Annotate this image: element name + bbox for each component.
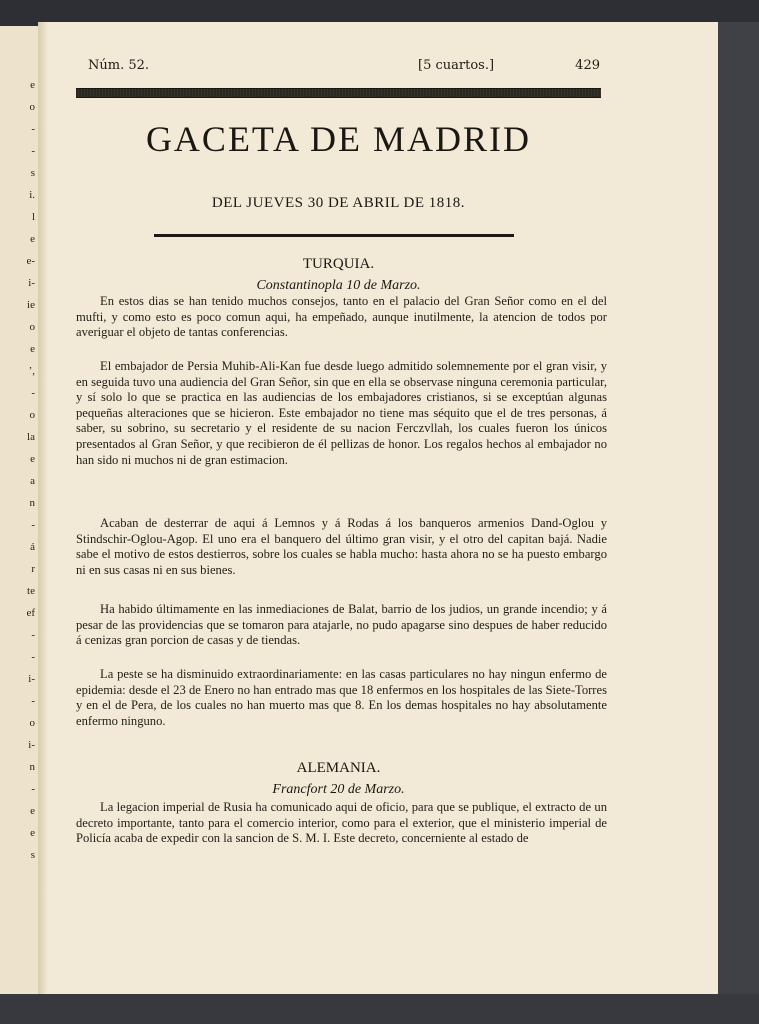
left-page-fragment: o [29,101,35,113]
left-page-fragment: e [30,79,35,91]
left-page-fragment: i. [29,189,35,201]
left-page-fragment: o [29,409,35,421]
page-gutter [38,22,48,994]
left-page-fragment: l [31,211,35,223]
previous-page-edge [0,26,39,998]
date-rule [154,234,514,237]
left-page-fragment: ’, [28,365,35,377]
left-page-fragment: s [30,167,35,179]
price: [5 cuartos.] [418,58,495,73]
left-page-fragment: n [29,497,35,509]
article-paragraph: La legacion imperial de Rusia ha comunicado aqui de oficio, para que se publique, el extracto de un decreto importante, tanto para el comercio interior, como para el exterior, que el ministerio imperial de Policía acaba de expedir con la sancion de S. M. I. Este decreto, concerniente al estado de [76,800,607,846]
page-number: 429 [575,58,600,73]
left-page-fragment: a [30,475,35,487]
left-page-fragment: á [30,541,35,553]
issue-date: DEL JUEVES 30 DE ABRIL DE 1818. [211,195,466,211]
background-bottom [0,994,759,1024]
article-paragraph: El embajador de Persia Muhib-Ali-Kan fue desde luego admitido solemnemente por el gran visir, y en seguida tuvo una audiencia del Gran Señor, sin que en ella se observase ninguna ceremonia particular, y sí solo lo que se practica en las audiencias de los embajadores cristianos, si se exceptúan algunas pequeñas alteraciones que se hicieron. Este embajador no tiene mas séquito que el de tres personas, á saber, su sobrino, su secretario y el residente de su nacion Ferczvllah, los cuales fueron los únicos presentados al Gran Señor, y que recibieron de él pellizas de honor. Los regalos hechos al embajador no han sido ni muchos ni de gran estimacion. [76,359,607,467]
running-header [88,58,600,78]
section-heading: ALEMANIA. [296,760,381,776]
left-page-fragment: e [30,805,35,817]
section-dateline: Francfort 20 de Marzo. [272,782,405,797]
left-page-fragment: e [30,233,35,245]
article-paragraph: Acaban de desterrar de aqui á Lemnos y á Rodas á los banqueros armenios Dand-Oglou y Stindschir-Oglou-Agop. El uno era el banquero del último gran visir, y el otro del capitan bajá. Nadie sabe el motivo de estos destierros, sobre los cuales se habla mucho: hasta ahora no se ha puesto embargo ni en sus casas ni en sus bienes. [76,516,607,577]
left-page-fragment: - [31,695,35,707]
left-page-fragment: s [30,849,35,861]
left-page-fragment: i- [28,673,35,685]
left-page-fragment: i- [28,277,35,289]
left-page-fragment: e- [26,255,35,267]
left-page-fragment: - [31,519,35,531]
left-page-fragment: te [27,585,35,597]
masthead-title: GACETA DE MADRID [145,119,532,159]
left-page-fragment: e [30,453,35,465]
left-page-fragment: n [29,761,35,773]
left-page-fragment: - [31,145,35,157]
article-paragraph: La peste se ha disminuido extraordinariamente: en las casas particulares no hay ningun enfermo de epidemia: desde el 23 de Enero no han entrado mas que 18 enfermos en los hospitales de las Siete-Torres y en el de Pera, de los cuales no han muerto mas que 8. En los demas hospitales no hay absolutamente enfermo ninguno. [76,667,607,728]
left-page-fragment: - [31,783,35,795]
left-page-fragment: r [31,563,35,575]
header-rule [76,88,601,98]
left-page-fragment: - [31,629,35,641]
issue-number: Núm. 52. [88,58,150,73]
background-edge [718,22,759,1024]
article-paragraph: Ha habido últimamente en las inmediaciones de Balat, barrio de los judios, un grande incendio; y á pesar de las providencias que se tomaron para atajarle, no pudo apagarse sino despues de haber reducido á cenizas gran porcion de casas y de tiendas. [76,602,607,648]
left-page-fragment: e [30,343,35,355]
newspaper-page [38,22,718,994]
left-page-fragment: i- [28,739,35,751]
left-page-fragment: ie [27,299,35,311]
left-page-fragment: o [29,321,35,333]
left-page-fragment: ef [26,607,35,619]
left-page-fragment: - [31,651,35,663]
article-paragraph: En estos dias se han tenido muchos consejos, tanto en el palacio del Gran Señor como en el del mufti, y como esto es poco comun aqui, ha empeñado, aunque inutilmente, la atencion de todos por averiguar el objeto de tantas conferencias. [76,294,607,340]
left-page-fragment: o [29,717,35,729]
left-page-fragment: - [31,387,35,399]
section-heading: TURQUIA. [302,256,375,272]
left-page-fragment: e [30,827,35,839]
left-page-fragment: la [27,431,35,443]
left-page-fragment: - [31,123,35,135]
section-dateline: Constantinopla 10 de Marzo. [256,278,421,293]
